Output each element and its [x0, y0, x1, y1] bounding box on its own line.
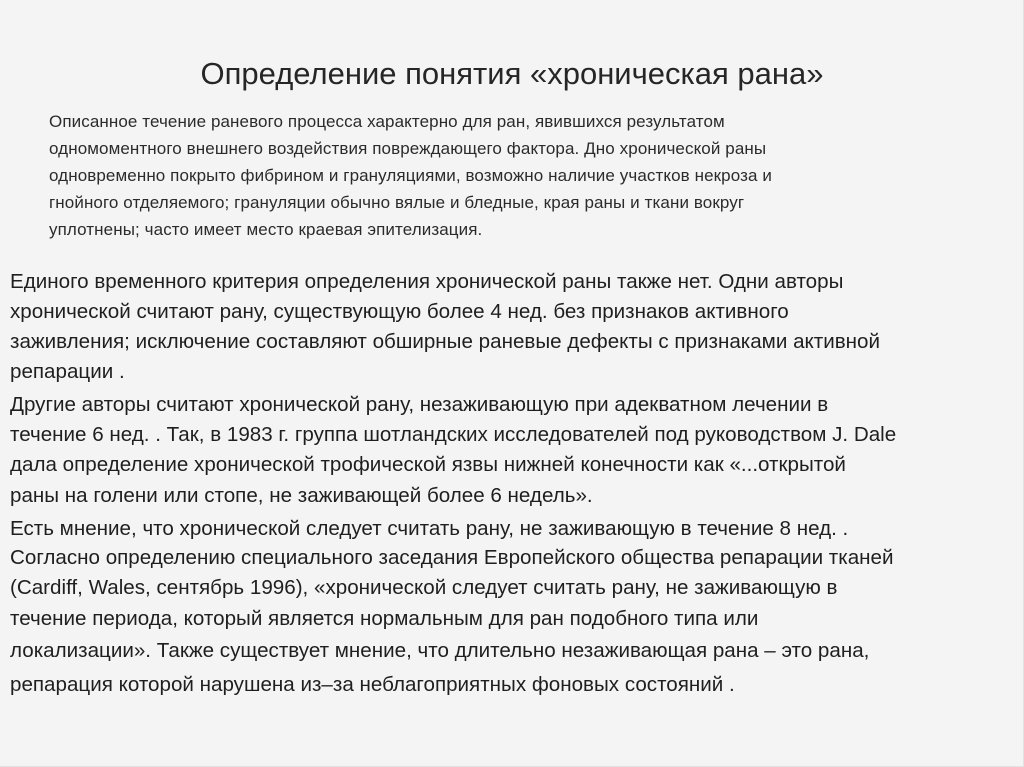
slide-title: Определение понятия «хроническая рана» — [200, 56, 824, 91]
intro-line: уплотнены; часто имеет место краевая эпителизация. — [49, 220, 483, 239]
intro-line: одновременно покрыто фибрином и грануляциями, возможно наличие участков некроза и — [49, 166, 772, 185]
body-line: Другие авторы считают хронической рану, незаживающую при адекватном лечении в — [10, 393, 829, 416]
body-line: течение периода, который является нормальным для ран подобного типа или — [10, 607, 759, 630]
body-line: (Cardiff, Wales, сентябрь 1996), «хронической следует считать рану, не заживающую в — [10, 576, 838, 599]
intro-line: одномоментного внешнего воздействия повреждающего фактора. Дно хронической раны — [49, 139, 767, 158]
body-line: течение 6 нед. . Так, в 1983 г. группа шотландских исследователей под руководством J. Dale — [10, 423, 897, 446]
body-line: раны на голени или стопе, не заживающей более 6 недель». — [10, 484, 593, 507]
body-line: репарации . — [10, 360, 125, 383]
body-line: хронической считают рану, существующую более 4 нед. без признаков активного — [10, 300, 789, 323]
body-line: Согласно определению специального заседания Европейского общества репарации тканей — [10, 546, 894, 569]
body-line: заживления; исключение составляют обширные раневые дефекты с признаками активной — [10, 330, 880, 353]
body-line: Есть мнение, что хронической следует считать рану, не заживающую в течение 8 нед. . — [10, 517, 849, 540]
body-line: репарация которой нарушена из–за неблагоприятных фоновых состояний . — [10, 673, 735, 696]
intro-line: Описанное течение раневого процесса характерно для ран, явившихся результатом — [49, 112, 725, 131]
body-line: дала определение хронической трофической язвы нижней конечности как «...открытой — [10, 453, 846, 476]
body-line: Единого временного критерия определения хронической раны также нет. Одни авторы — [10, 270, 844, 293]
intro-line: гнойного отделяемого; грануляции обычно вялые и бледные, края раны и ткани вокруг — [49, 193, 745, 212]
body-line: локализации». Также существует мнение, что длительно незаживающая рана – это рана, — [10, 639, 870, 662]
